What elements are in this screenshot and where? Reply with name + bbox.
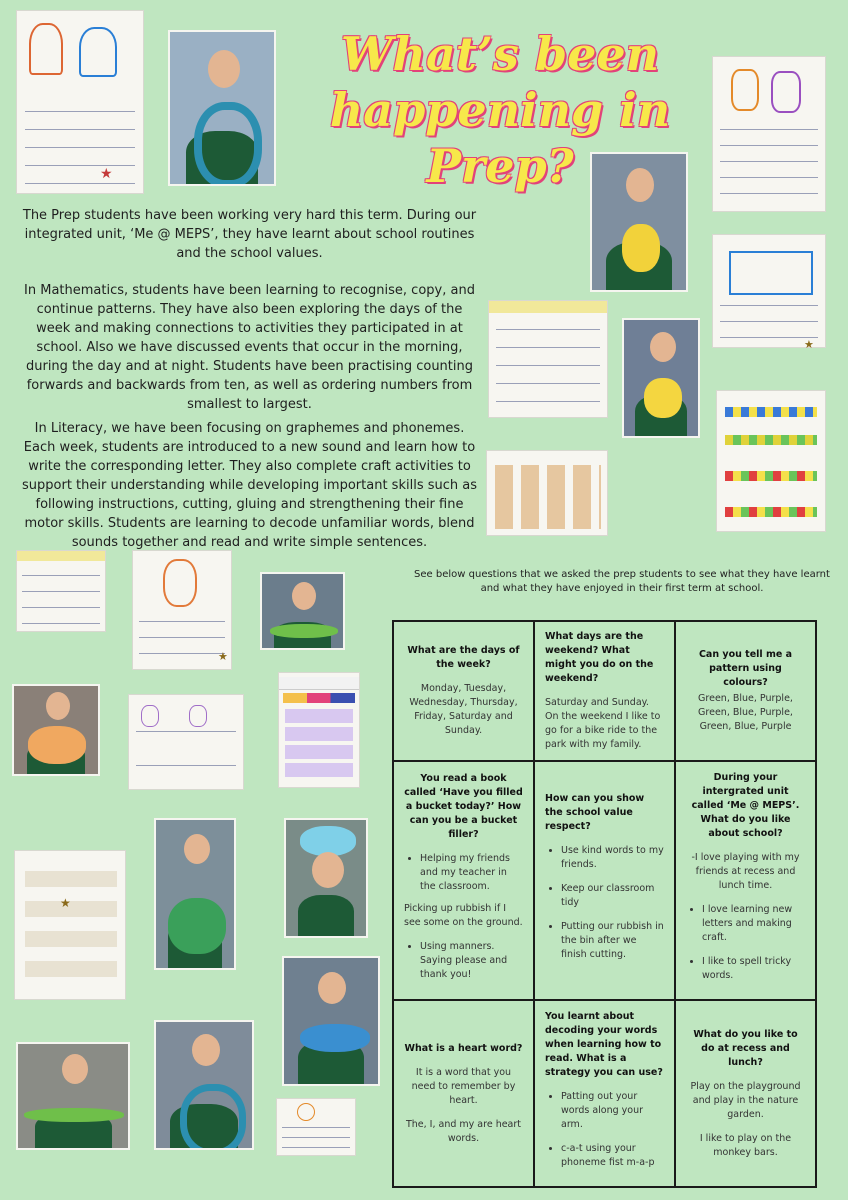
student-photo-7 <box>284 818 368 938</box>
student-photo-3 <box>622 318 700 438</box>
qa-cell-recess-lunch <box>675 1000 816 1187</box>
phonics-worksheet <box>128 694 244 790</box>
qa-bullet: • Helping my friends and my teacher in the classroom. <box>420 852 523 894</box>
qa-cell-like-about-school <box>675 761 816 1000</box>
student-writing-sample-2 <box>712 56 826 212</box>
qa-bullet-list <box>545 1090 664 1170</box>
qa-answer: I like to play on the monkey bars. <box>699 1132 792 1158</box>
qa-bullet-list <box>404 852 523 894</box>
qa-bullet: • Putting our rubbish in the bin after we finish cutting. <box>561 920 664 962</box>
star-sticker-icon: ★ <box>804 338 814 351</box>
daily-routines-poster <box>278 672 360 788</box>
student-photo-9 <box>16 1042 130 1150</box>
qa-answer: -I love playing with my friends at recess and lunch time. <box>691 851 800 891</box>
qa-bullet: • Patting out your words along your arm. <box>561 1090 664 1132</box>
rhyming-worksheet <box>486 450 608 536</box>
qa-bullet-list <box>686 903 805 983</box>
qa-question: How can you show the school value respect? <box>545 792 645 832</box>
qa-bullet-list <box>404 940 523 982</box>
qa-question: During your intergrated unit called ‘Me @ MEPS’. What do you like about school? <box>691 771 800 839</box>
grid-row <box>393 621 816 761</box>
star-sticker-icon: ★ <box>100 166 113 182</box>
qa-cell-colour-pattern <box>675 621 816 761</box>
qa-bullet: • Use kind words to my friends. <box>561 844 664 872</box>
student-writing-sample-1 <box>16 10 144 194</box>
student-photo-6 <box>154 818 236 970</box>
pattern-worksheet <box>716 390 826 532</box>
qa-bullet: • Keep our classroom tidy <box>561 882 664 910</box>
qa-cell-weekend <box>534 621 675 761</box>
qa-answer: Monday, Tuesday, Wednesday, Thursday, Friday, Saturday and Sunday. <box>409 683 518 737</box>
qa-bullet-list <box>545 844 664 962</box>
qa-bullet: • Using manners. Saying please and thank you! <box>420 940 523 982</box>
student-writing-sample-4 <box>132 550 232 670</box>
qa-cell-decoding-strategy <box>534 1000 675 1187</box>
qa-bullet: • I like to spell tricky words. <box>702 955 805 983</box>
lets-write-worksheet-2 <box>16 550 106 632</box>
qa-cell-respect <box>534 761 675 1000</box>
qa-question: What is a heart word? <box>404 1042 523 1054</box>
qa-question: You read a book called ‘Have you filled a bucket today?’ How can you be a bucket filler? <box>404 772 523 840</box>
questions-intro-note: See below questions that we asked the prep students to see what they have learnt and what they have enjoyed in their first term at school. <box>414 569 830 594</box>
qa-question: What are the days of the week? <box>407 645 520 671</box>
student-writing-sample-3 <box>712 234 826 348</box>
intro-paragraph-units: The Prep students have been working very hard this term. During our integrated unit, ‘Me @ MEPS’, they have learnt about school routines and the school values. <box>22 208 477 261</box>
star-sticker-icon: ★ <box>60 896 71 910</box>
qa-cell-bucket-filler <box>393 761 534 1000</box>
qa-answer: Green, Blue, Purple, Green, Blue, Purple, Green, Blue, Purple <box>698 693 793 733</box>
qa-cell-days-of-week <box>393 621 534 761</box>
qa-answer: It is a word that you need to remember by heart. <box>411 1066 516 1106</box>
picture-matching-worksheet <box>14 850 126 1000</box>
qa-bullet: • c-a-t using your phoneme fist m-a-p <box>561 1142 664 1170</box>
student-photo-2 <box>590 152 688 292</box>
intro-paragraph-mathematics: In Mathematics, students have been learning to recognise, copy, and continue patterns. They have also been exploring the days of the week and making connections to activities they participated in at school. Also we have discussed events that occur in the morning, during the day and at night. Students have been practising counting forwards and backwards from ten, as well as ordering numbers from smallest to largest. <box>24 283 475 412</box>
student-photo-5 <box>12 684 100 776</box>
qa-answer: Saturday and Sunday. On the weekend I like to go for a bike ride to the park with my family. <box>545 697 661 751</box>
grid-row <box>393 1000 816 1187</box>
qa-bullet: • I love learning new letters and making craft. <box>702 903 805 945</box>
questions-answers-grid <box>392 620 817 1188</box>
student-photo-4 <box>260 572 345 650</box>
student-photo-10 <box>154 1020 254 1150</box>
page-title: What’s been happening in Prep? <box>329 27 671 193</box>
student-photo-1 <box>168 30 276 186</box>
intro-paragraph-literacy: In Literacy, we have been focusing on graphemes and phonemes. Each week, students are introduced to a new sound and learn how to write the corresponding letter. They also complete craft activities to support their understanding while developing important skills such as following instructions, cutting, gluing and strengthening their fine motor skills. Students are learning to decode unfamiliar words, blend sounds together and read and write simple sentences. <box>22 421 477 550</box>
qa-question: What do you like to do at recess and lunch? <box>693 1028 798 1068</box>
qa-answer: The, I, and my are heart words. <box>405 1118 522 1144</box>
qa-question: Can you tell me a pattern using colours? <box>698 649 793 689</box>
qa-answer: Picking up rubbish if I see some on the ground. <box>404 902 523 928</box>
qa-cell-heart-word <box>393 1000 534 1187</box>
qa-answer: Play on the playground and play in the nature garden. <box>690 1080 801 1120</box>
grid-row <box>393 761 816 1000</box>
qa-question: You learnt about decoding your words when learning how to read. What is a strategy you can use? <box>545 1010 663 1078</box>
student-photo-8 <box>282 956 380 1086</box>
student-writing-sample-5 <box>276 1098 356 1156</box>
lets-write-worksheet-1 <box>488 300 608 418</box>
qa-question: What days are the weekend? What might you do on the weekend? <box>545 631 654 685</box>
star-sticker-icon: ★ <box>218 650 228 663</box>
